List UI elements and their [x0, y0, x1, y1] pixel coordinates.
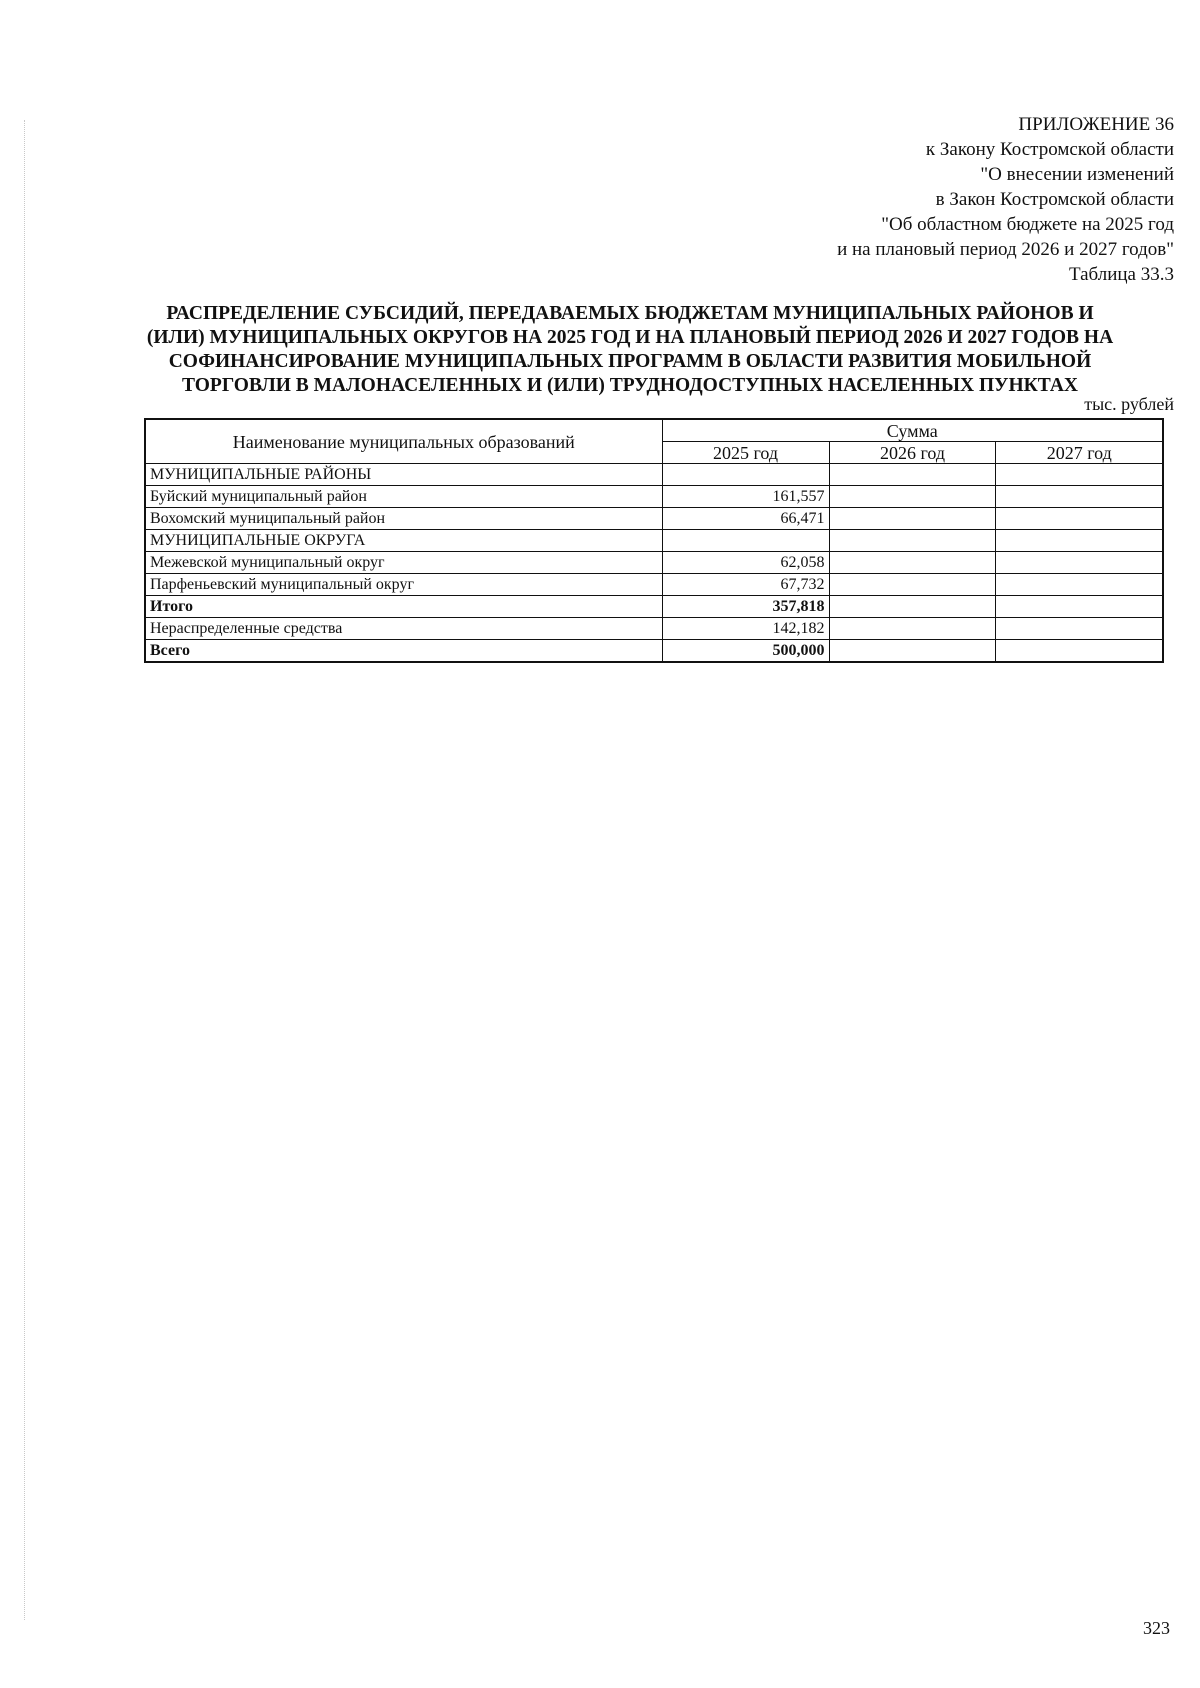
title-line: ТОРГОВЛИ В МАЛОНАСЕЛЕННЫХ И (ИЛИ) ТРУДНОДОСТУПНЫХ НАСЕЛЕННЫХ ПУНКТАХ [182, 375, 1078, 396]
title-line: СОФИНАНСИРОВАНИЕ МУНИЦИПАЛЬНЫХ ПРОГРАММ В ОБЛАСТИ РАЗВИТИЯ МОБИЛЬНОЙ [168, 351, 1092, 372]
cell-name: Итого [145, 596, 662, 618]
table-row [145, 552, 1163, 574]
appendix-line: к Закону Костромской области [925, 139, 1174, 160]
cell-2027 [996, 618, 1163, 640]
cell-2025: 62,058 [662, 552, 829, 574]
cell-2027 [996, 640, 1163, 663]
column-header-2026: 2026 год [829, 442, 996, 464]
cell-2025 [662, 464, 829, 486]
cell-2025: 161,557 [662, 486, 829, 508]
cell-2026 [829, 464, 996, 486]
appendix-line: ПРИЛОЖЕНИЕ 36 [1018, 114, 1174, 135]
cell-2027 [996, 508, 1163, 530]
column-header-2027: 2027 год [996, 442, 1163, 464]
cell-2027 [996, 486, 1163, 508]
cell-2026 [829, 596, 996, 618]
table-row [145, 464, 1163, 486]
table-row [145, 574, 1163, 596]
table-row [145, 486, 1163, 508]
cell-2025: 357,818 [662, 596, 829, 618]
table-row [145, 618, 1163, 640]
appendix-line: "Об областном бюджете на 2025 год [881, 214, 1174, 235]
cell-2027 [996, 464, 1163, 486]
cell-2025 [662, 530, 829, 552]
appendix-header [837, 112, 1174, 287]
cell-2026 [829, 508, 996, 530]
table-row [145, 530, 1163, 552]
appendix-line: в Закон Костромской области [935, 189, 1174, 210]
table-row [145, 508, 1163, 530]
cell-name: МУНИЦИПАЛЬНЫЕ РАЙОНЫ [145, 464, 662, 486]
margin-scan-dots [24, 120, 26, 1620]
cell-2027 [996, 530, 1163, 552]
cell-2026 [829, 574, 996, 596]
title-line: РАСПРЕДЕЛЕНИЕ СУБСИДИЙ, ПЕРЕДАВАЕМЫХ БЮДЖЕТАМ МУНИЦИПАЛЬНЫХ РАЙОНОВ И [166, 303, 1094, 324]
units-label: тыс. рублей [1084, 394, 1174, 414]
document-title [130, 302, 1130, 398]
table-row [145, 596, 1163, 618]
cell-2025: 142,182 [662, 618, 829, 640]
table-header-row [145, 419, 1163, 442]
table-number: Таблица 33.3 [1068, 264, 1174, 285]
cell-2026 [829, 552, 996, 574]
cell-name: Межевской муниципальный округ [145, 552, 662, 574]
cell-2027 [996, 574, 1163, 596]
cell-2026 [829, 486, 996, 508]
cell-2026 [829, 640, 996, 663]
cell-name: Нераспределенные средства [145, 618, 662, 640]
cell-name: Вохомский муниципальный район [145, 508, 662, 530]
cell-name: Парфеньевский муниципальный округ [145, 574, 662, 596]
appendix-line: "О внесении изменений [980, 164, 1174, 185]
cell-2025: 67,732 [662, 574, 829, 596]
table-row [145, 640, 1163, 663]
cell-2026 [829, 618, 996, 640]
column-header-2025: 2025 год [662, 442, 829, 464]
cell-2026 [829, 530, 996, 552]
appendix-line: и на плановый период 2026 и 2027 годов" [837, 239, 1174, 260]
cell-2025: 500,000 [662, 640, 829, 663]
column-header-name: Наименование муниципальных образований [145, 419, 662, 464]
page-number: 323 [1143, 1618, 1170, 1638]
cell-2027 [996, 596, 1163, 618]
subsidy-table [144, 418, 1164, 663]
cell-2025: 66,471 [662, 508, 829, 530]
title-line: (ИЛИ) МУНИЦИПАЛЬНЫХ ОКРУГОВ НА 2025 ГОД И НА ПЛАНОВЫЙ ПЕРИОД 2026 И 2027 ГОДОВ НА [146, 327, 1114, 348]
column-header-sum: Сумма [662, 419, 1163, 442]
cell-name: Буйский муниципальный район [145, 486, 662, 508]
cell-2027 [996, 552, 1163, 574]
cell-name: МУНИЦИПАЛЬНЫЕ ОКРУГА [145, 530, 662, 552]
cell-name: Всего [145, 640, 662, 663]
